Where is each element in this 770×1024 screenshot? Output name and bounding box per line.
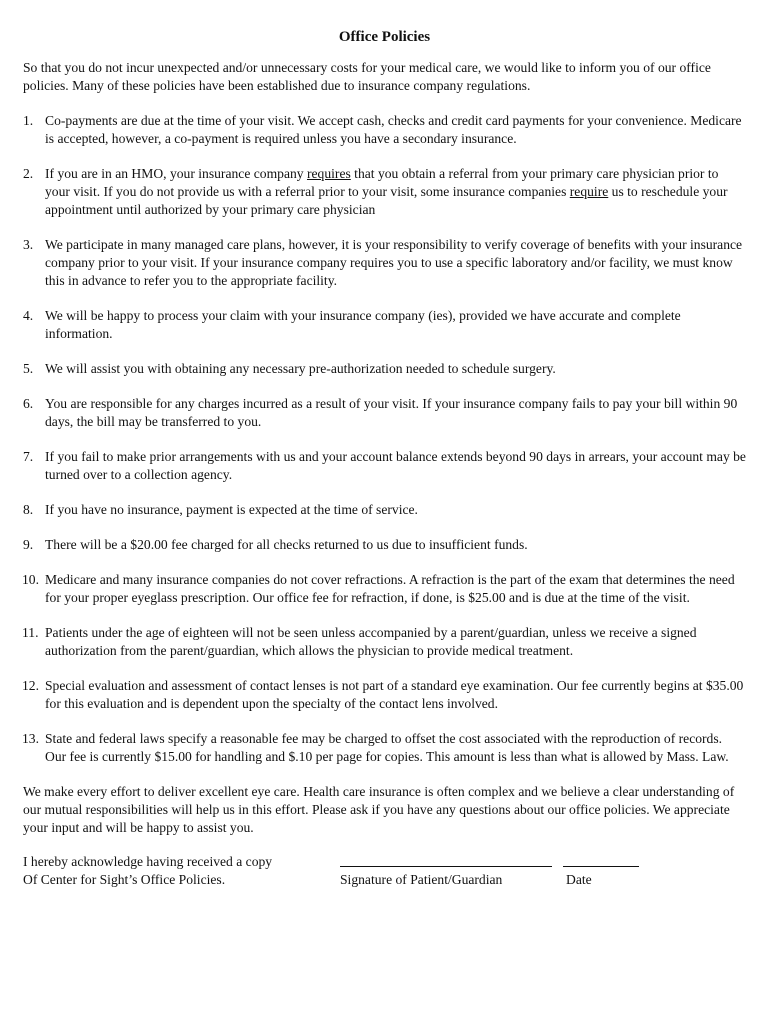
policy-item-6 — [23, 395, 746, 431]
policy-number: 2. — [23, 166, 34, 181]
signature-line[interactable] — [340, 853, 552, 867]
policy-number: 6. — [23, 396, 34, 411]
policy-text: We will be happy to process your claim with your insurance company (ies), provided we have accurate and complete information. — [45, 308, 681, 341]
policy-item-4 — [23, 307, 746, 343]
policy-text-part: If you are in an HMO, your insurance company — [45, 166, 307, 181]
policy-text: Special evaluation and assessment of contact lenses is not part of a standard eye examination. Our fee currently begins at $35.00 for this evaluation and is dependent upon the specialty of the contact lens involved. — [45, 678, 744, 711]
policy-text: State and federal laws specify a reasonable fee may be charged to offset the cost associated with the reproduction of records. Our fee is currently $15.00 for handling and $.10 per page for copies. This amount is less than what is allowed by Mass. Law. — [45, 731, 729, 764]
policy-item-2 — [23, 165, 746, 219]
policy-text: If you have no insurance, payment is expected at the time of service. — [45, 502, 418, 517]
policy-text: You are responsible for any charges incurred as a result of your visit. If your insurance company fails to pay your bill within 90 days, the bill may be transferred to you. — [45, 396, 738, 429]
acknowledgment-line-2: Of Center for Sight’s Office Policies. — [23, 872, 226, 887]
acknowledgment-text — [23, 853, 323, 889]
intro-paragraph: So that you do not incur unexpected and/or unnecessary costs for your medical care, we would like to inform you of our office policies. Many of these policies have been established due to insurance company regulations. — [23, 60, 711, 93]
page-title: Office Policies — [338, 29, 431, 45]
policy-number: 4. — [23, 308, 34, 323]
policy-number: 11. — [22, 625, 39, 640]
policy-number: 7. — [23, 449, 34, 464]
policy-item-8 — [23, 501, 746, 519]
policy-text: We participate in many managed care plans, however, it is your responsibility to verify coverage of benefits with your insurance company prior to your visit. If your insurance company requires you to use a specific laboratory and/or facility, we must know this in advance to refer you to the appropriate facility. — [45, 237, 743, 288]
policy-text-part: that you obtain a referral from your primary care physician prior to your visit. If you do not provide us with a referral prior to your visit, some insurance companies — [45, 166, 719, 199]
policy-number: 5. — [23, 361, 34, 376]
policy-item-13 — [23, 730, 746, 766]
underlined-require: require — [569, 184, 609, 199]
policy-text: If you fail to make prior arrangements with us and your account balance extends beyond 90 days in arrears, your account may be turned over to a collection agency. — [45, 449, 746, 482]
policy-number: 9. — [23, 537, 34, 552]
policy-item-5 — [23, 360, 746, 378]
policy-number: 10. — [22, 572, 39, 587]
policy-text: Medicare and many insurance companies do not cover refractions. A refraction is the part of the exam that determines the need for your proper eyeglass prescription. Our office fee for refraction, if done, is $25.00 and is due at the time of the visit. — [45, 572, 735, 605]
closing-paragraph: We make every effort to deliver excellent eye care. Health care insurance is often complex and we believe a clear understanding of our mutual responsibilities will help us in this effort. Please ask if you have any questions about our office policies. We appreciate your input and will be happy to assist you. — [23, 784, 735, 835]
policy-item-9 — [23, 536, 746, 554]
policy-text-part: us to reschedule your appointment until authorized by your primary care physician — [45, 184, 728, 217]
policy-number: 3. — [23, 237, 34, 252]
date-block — [563, 853, 639, 889]
policy-text: Co-payments are due at the time of your visit. We accept cash, checks and credit card payments for your convenience. Medicare is accepted, however, a co-payment is required unless you have a secondary insurance. — [45, 113, 742, 146]
policy-text: We will assist you with obtaining any necessary pre-authorization needed to schedule surgery. — [45, 361, 556, 376]
date-line[interactable] — [563, 853, 639, 867]
policy-item-1 — [23, 112, 746, 148]
policy-number: 8. — [23, 502, 34, 517]
policy-item-3 — [23, 236, 746, 290]
underlined-requires: requires — [306, 166, 351, 181]
policy-item-11 — [23, 624, 746, 660]
policy-text: Patients under the age of eighteen will not be seen unless accompanied by a parent/guardian, unless we receive a signed authorization from the parent/guardian, which allows the physician to provide medical treatment. — [45, 625, 697, 658]
policy-number: 1. — [23, 113, 34, 128]
acknowledgment-section — [23, 853, 746, 893]
policy-number: 13. — [22, 731, 39, 746]
policy-item-12 — [23, 677, 746, 713]
policy-number: 12. — [22, 678, 39, 693]
policy-item-7 — [23, 448, 746, 484]
policy-list — [23, 112, 746, 766]
policy-item-10 — [23, 571, 746, 607]
signature-label: Signature of Patient/Guardian — [340, 872, 503, 887]
policy-text: There will be a $20.00 fee charged for all checks returned to us due to insufficient funds. — [45, 537, 528, 552]
acknowledgment-line-1: I hereby acknowledge having received a copy — [23, 854, 273, 869]
signature-block — [340, 853, 552, 889]
date-label: Date — [566, 872, 592, 887]
